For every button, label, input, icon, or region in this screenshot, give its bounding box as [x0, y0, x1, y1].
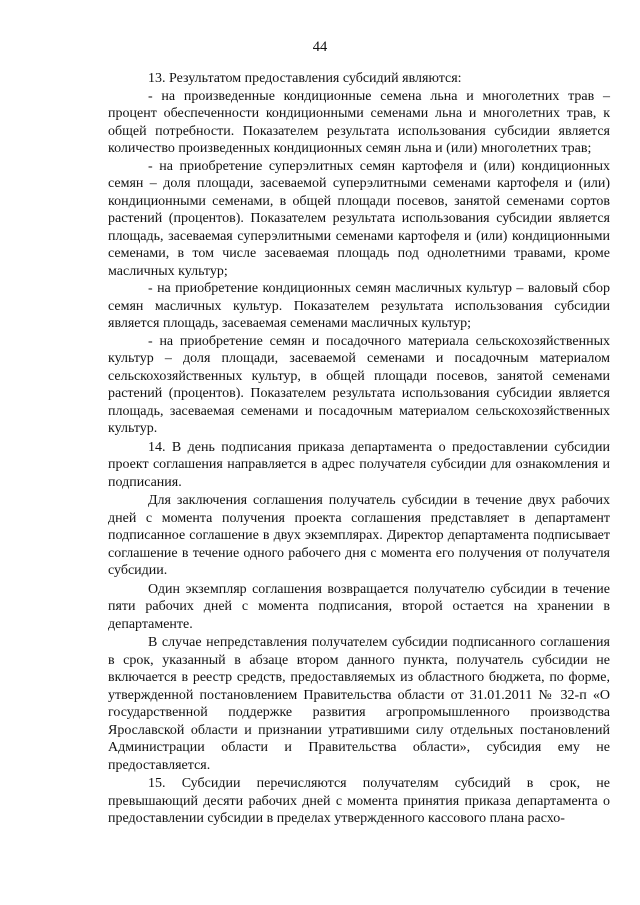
- paragraph-agreement-copy: Один экземпляр соглашения возвращается получателю субсидии в течение пяти рабочих дней с момента подписания, второй остается на хранении в департаменте.: [108, 581, 610, 632]
- paragraph-14: 14. В день подписания приказа департамента о предоставлении субсидии проект соглашения направляется в адрес получателя субсидии для ознакомления и подписания.: [108, 439, 610, 490]
- paragraph-agreement-signing: Для заключения соглашения получатель субсидии в течение двух рабочих дней с момента получения проекта соглашения представляет в департамент подписанное соглашение в двух экземплярах. Директор департамента подписывает соглашение в течение одного рабочего дня с момента его получения от получателя субсидии.: [108, 493, 610, 578]
- paragraph-seeds-oilseed: - на приобретение кондиционных семян масличных культур – валовый сбор семян масличных культур. Показателем результата использования субсидии является площадь, засеваемая семенами масличных культур;: [108, 281, 610, 331]
- paragraph-seeds-planting-material: - на приобретение семян и посадочного материала сельскохозяйственных культур – доля площади, засеваемой семенами и посадочным материалом сельскохозяйственных культур, в общей площади посевов, занятой семенами растений (процентов). Показателем результата использования субсидии является площадь, засеваемая семенами и посадочным материалом сельскохозяйственных культур.: [108, 333, 610, 436]
- paragraph-non-submission: В случае непредставления получателем субсидии подписанного соглашения в срок, указанный в абзаце втором данного пункта, получатель субсидии не включается в реестр средств, предоставляемых из областного бюджета, по форме, утвержденной постановлением Правительства области от 31.01.2011 № 32-п «О государственной поддержке развития агропромышленного производства Ярославской области и признании утратившими силу отдельных постановлений Администрации области и Правительства области», субсидия ему не предоставляется.: [108, 635, 610, 773]
- paragraph-13-intro: 13. Результатом предоставления субсидий являются:: [148, 71, 462, 86]
- document-body: [108, 70, 610, 828]
- page-number: 44: [312, 39, 328, 55]
- paragraph-seeds-flax: - на произведенные кондиционные семена льна и многолетних трав – процент обеспеченности кондиционными семенами льна и многолетних трав, к общей потребности. Показателем результата использования субсидии является количество произведенных кондиционных семян льна и (или) многолетних трав;: [108, 88, 610, 156]
- paragraph-15: 15. Субсидии перечисляются получателям субсидий в срок, не превышающий десяти рабочих дней с момента принятия приказа департамента о предоставлении субсидии в пределах утвержденного кассового плана расхо-: [108, 776, 610, 826]
- paragraph-seeds-potato: - на приобретение суперэлитных семян картофеля и (или) кондиционных семян – доля площади, засеваемой суперэлитными семенами картофеля и (или) кондиционными семенами, в общей площади посевов, занятой семенами сортов растений (процентов). Показателем результата использования субсидии является площадь, засеваемая суперэлитными семенами картофеля и (или) кондиционными семенами, в том числе засеваемая площадь под однолетними травами, кроме масличных культур;: [108, 158, 610, 279]
